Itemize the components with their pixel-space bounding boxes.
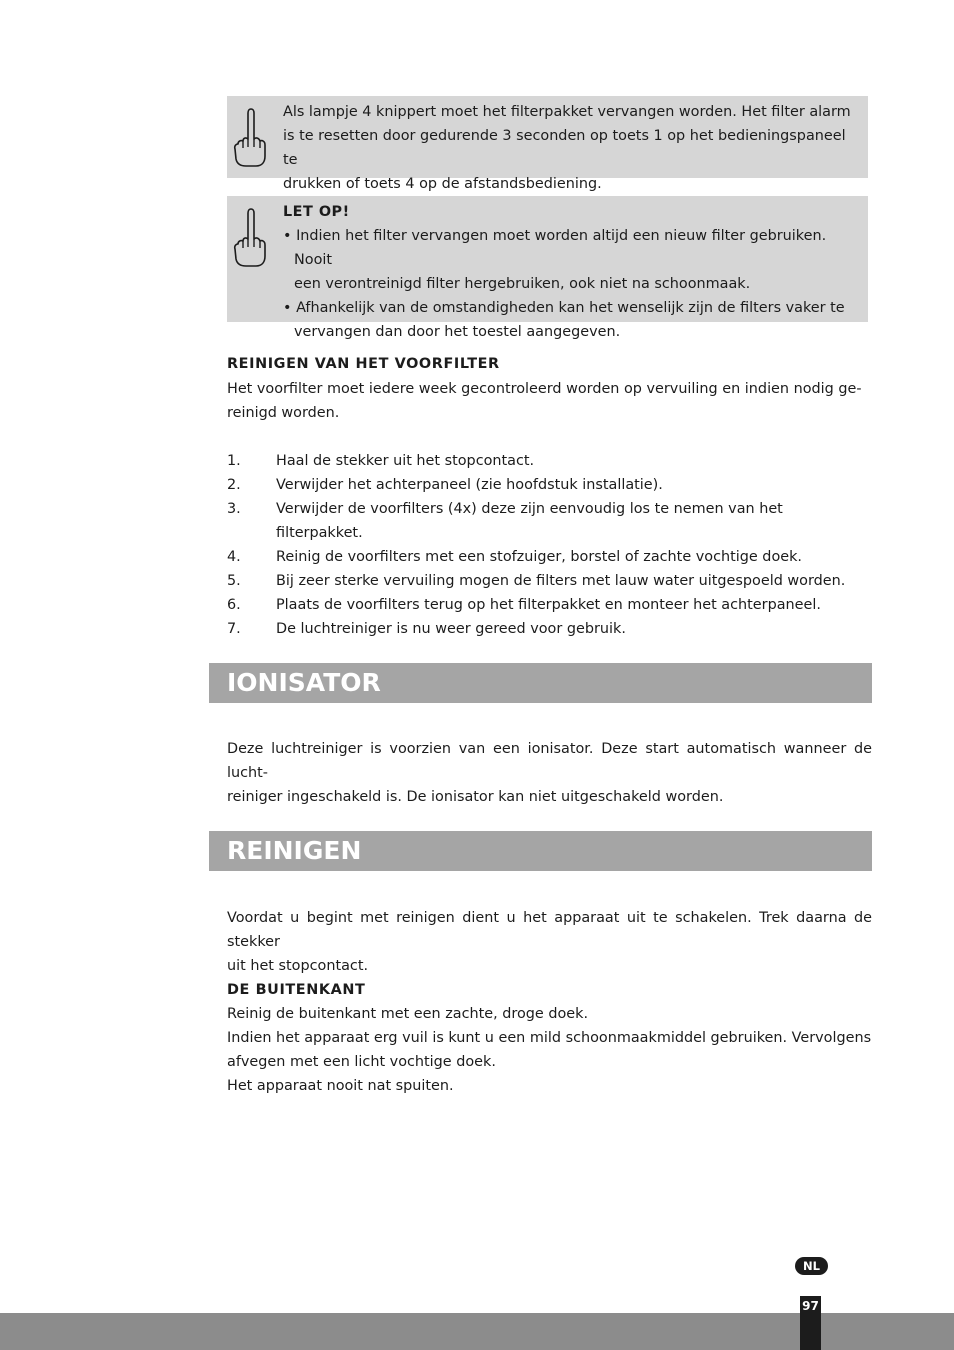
- note-line: Als lampje 4 knippert moet het filterpakket vervangen worden. Het filter alarm: [283, 104, 851, 120]
- bullet-item: [283, 296, 860, 344]
- pointing-hand-icon: [233, 206, 267, 268]
- text-line: afvegen met een licht vochtige doek.: [227, 1054, 496, 1070]
- section-title-ionisator: IONISATOR: [209, 663, 872, 703]
- list-item: [227, 449, 872, 473]
- list-item: [227, 593, 872, 617]
- list-item: [227, 617, 872, 641]
- step-text: Plaats de voorfilters terug op het filterpakket en monteer het achterpaneel.: [276, 597, 821, 613]
- bullet-line: vervangen dan door het toestel aangegeven.: [294, 324, 621, 340]
- info-note: [227, 96, 868, 192]
- reinigen-intro: [227, 906, 872, 978]
- list-item: [227, 473, 872, 497]
- step-number: 2.: [227, 477, 241, 493]
- list-item: [227, 497, 872, 545]
- step-number: 4.: [227, 549, 241, 565]
- bullet-line: • Afhankelijk van de omstandigheden kan het wenselijk zijn de filters vaker te: [283, 300, 845, 316]
- text-line: Het apparaat nooit nat spuiten.: [227, 1078, 454, 1094]
- text-line: uit het stopcontact.: [227, 958, 369, 974]
- step-text: De luchtreiniger is nu weer gereed voor gebruik.: [276, 621, 626, 637]
- text-line: reiniger ingeschakeld is. De ionisator kan niet uitgeschakeld worden.: [227, 789, 724, 805]
- step-text: Verwijder het achterpaneel (zie hoofdstuk installatie).: [276, 477, 663, 493]
- list-item: [227, 545, 872, 569]
- text-line: Deze luchtreiniger is voorzien van een ionisator. Deze start automatisch wanneer de lucht-: [227, 741, 872, 781]
- step-text: Bij zeer sterke vervuiling mogen de filters met lauw water uitgespoeld worden.: [276, 573, 846, 589]
- language-badge: NL: [795, 1257, 828, 1275]
- text-line: Voordat u begint met reinigen dient u het apparaat uit te schakelen. Trek daarna de stekker: [227, 910, 872, 950]
- step-text: Verwijder de voorfilters (4x) deze zijn eenvoudig los te nemen van het filterpakket.: [276, 501, 783, 541]
- section-title-reinigen: REINIGEN: [209, 831, 872, 871]
- note-line: drukken of toets 4 op de afstandsbediening.: [283, 176, 602, 192]
- text-line: Het voorfilter moet iedere week gecontroleerd worden op vervuiling en indien nodig ge-: [227, 381, 862, 397]
- page-number: 97: [800, 1296, 821, 1350]
- step-number: 1.: [227, 453, 241, 469]
- text-line: reinigd worden.: [227, 405, 340, 421]
- section-heading: REINIGEN VAN HET VOORFILTER: [227, 356, 500, 372]
- step-number: 7.: [227, 621, 241, 637]
- text-line: Reinig de buitenkant met een zachte, droge doek.: [227, 1006, 589, 1022]
- warning-note: [227, 196, 868, 340]
- section-heading: DE BUITENKANT: [227, 982, 366, 998]
- voorfilter-intro: [227, 377, 872, 425]
- ionisator-text: [227, 737, 872, 809]
- steps-list: [227, 449, 872, 641]
- step-number: 5.: [227, 573, 241, 589]
- warning-label: LET OP!: [283, 204, 350, 220]
- step-text: Haal de stekker uit het stopcontact.: [276, 453, 535, 469]
- step-number: 3.: [227, 501, 241, 517]
- pointing-hand-icon: [233, 106, 267, 168]
- text-line: Indien het apparaat erg vuil is kunt u een mild schoonmaakmiddel gebruiken. Vervolgens: [227, 1030, 872, 1046]
- bullet-line: • Indien het filter vervangen moet worden altijd een nieuw filter gebruiken. Nooit: [283, 228, 827, 268]
- bullet-line: een verontreinigd filter hergebruiken, ook niet na schoonmaak.: [294, 276, 751, 292]
- step-number: 6.: [227, 597, 241, 613]
- list-item: [227, 569, 872, 593]
- step-text: Reinig de voorfilters met een stofzuiger, borstel of zachte vochtige doek.: [276, 549, 803, 565]
- buitenkant-text: [227, 1002, 872, 1098]
- bullet-item: [283, 224, 860, 296]
- note-line: is te resetten door gedurende 3 seconden op toets 1 op het bedieningspaneel te: [283, 128, 846, 168]
